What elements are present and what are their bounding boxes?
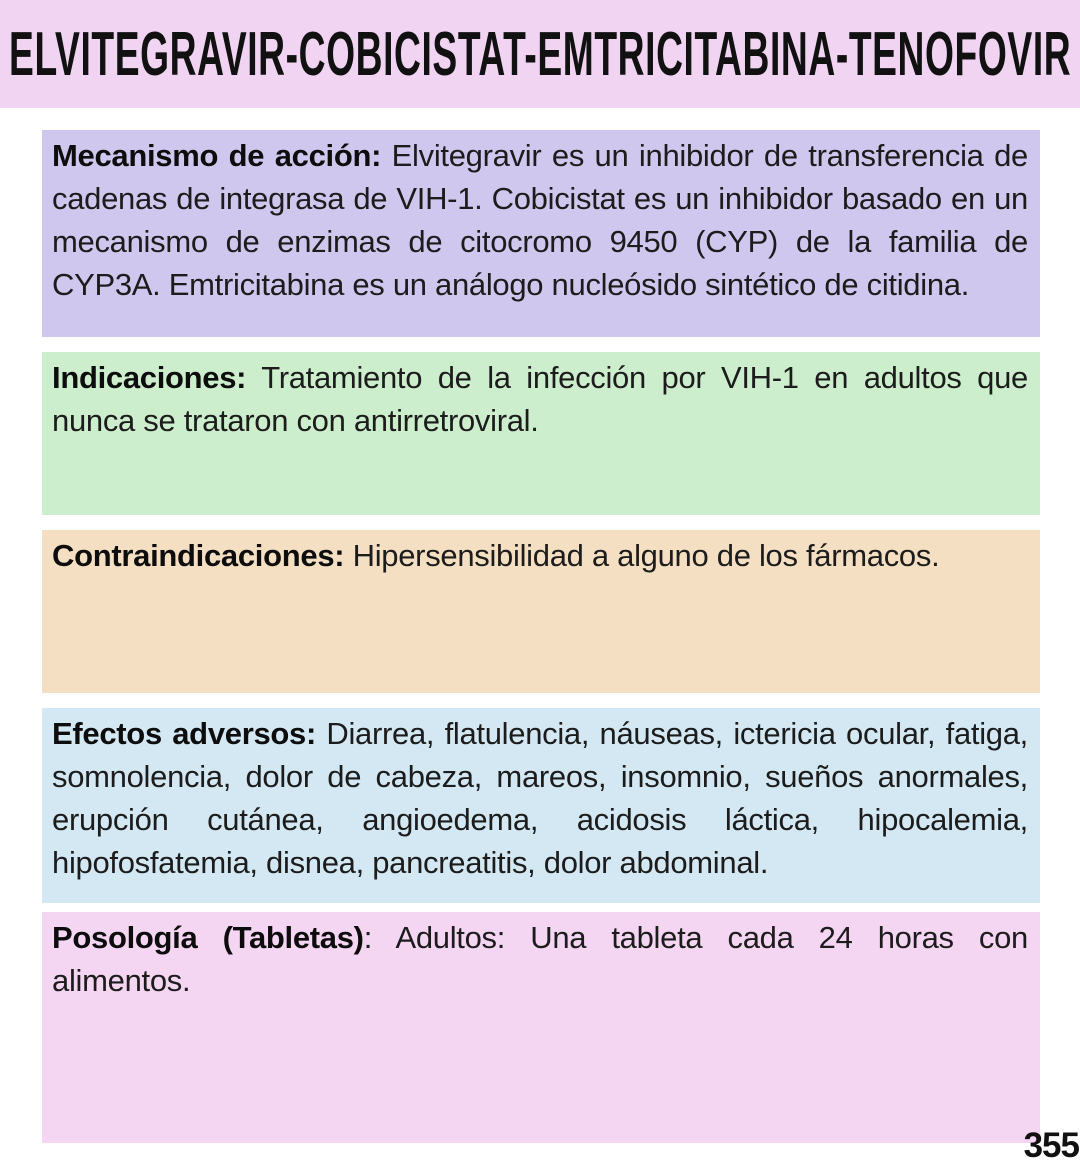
section-body: Elvitegravir es un inhibidor de transferencia de cadenas de integrasa de VIH-1. Cobicistat es un inhibidor basado en un mecanismo de enzimas de citocromo 9450 (CYP) de la familia de CYP3A. Emtricitabina es un análogo nucleósido sintético de citidina. xyxy=(52,138,1028,302)
section-efectos-adversos xyxy=(42,708,1040,903)
section-text xyxy=(52,356,1028,442)
card-title-bar xyxy=(0,0,1080,108)
section-text xyxy=(52,534,1028,577)
section-label: Indicaciones: xyxy=(52,360,247,395)
section-contraindicaciones xyxy=(42,530,1040,693)
card-title: ELVITEGRAVIR-COBICISTAT-EMTRICITABINA-TENOFOVIR xyxy=(8,19,1072,89)
section-label: Posología (Tabletas) xyxy=(52,920,364,955)
section-label: Efectos adversos: xyxy=(52,716,317,751)
section-mecanismo-de-accion xyxy=(42,130,1040,337)
section-label: Mecanismo de acción: xyxy=(52,138,382,173)
section-text xyxy=(52,712,1028,884)
section-text xyxy=(52,134,1028,306)
section-label: Contraindicaciones: xyxy=(52,538,345,573)
section-body: Tratamiento de la infección por VIH-1 en adultos que nunca se trataron con antirretroviral. xyxy=(52,360,1028,438)
section-posologia-tabletas xyxy=(42,912,1040,1143)
section-body: Hipersensibilidad a alguno de los fármacos. xyxy=(344,538,940,573)
section-text xyxy=(52,916,1028,1002)
section-body: : Adultos: Una tableta cada 24 horas con alimentos. xyxy=(52,920,1028,998)
section-body: Diarrea, flatulencia, náuseas, ictericia ocular, fatiga, somnolencia, dolor de cabeza, mareos, insomnio, sueños anormales, erupción cutánea, angioedema, acidosis láctica, hipocalemia, hipofosfatemia, disnea, pancreatitis, dolor abdominal. xyxy=(52,716,1028,880)
section-indicaciones xyxy=(42,352,1040,515)
page-number: 355 xyxy=(1023,1126,1079,1165)
